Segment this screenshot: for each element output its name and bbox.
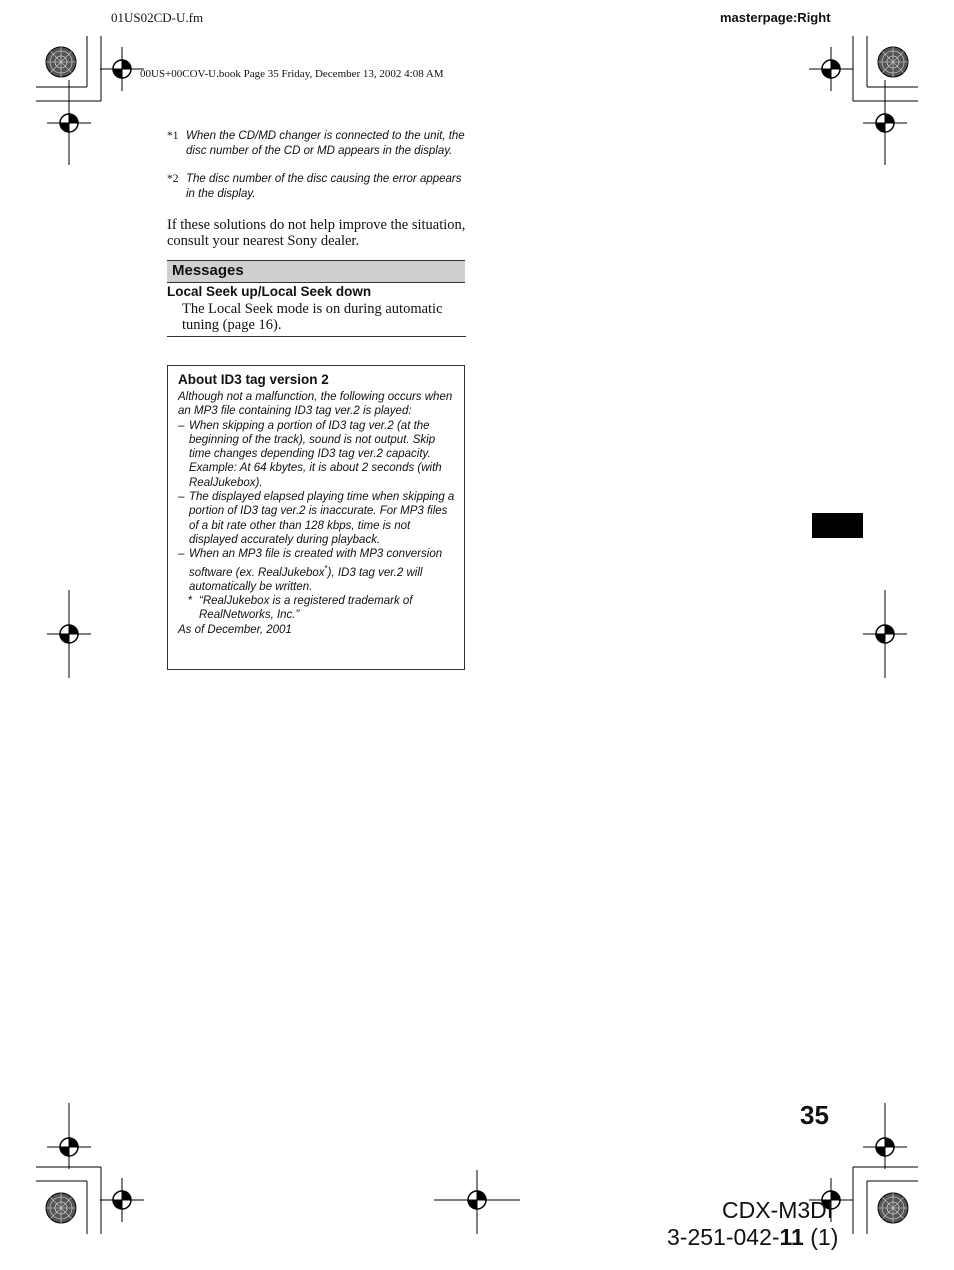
id3-box-body — [178, 390, 460, 637]
message-term: Local Seek up/Local Seek down — [167, 284, 372, 299]
page-number: 35 — [800, 1100, 829, 1130]
id3-example: Example: At 64 kbytes, it is about 2 seconds (with RealJukebox). — [189, 462, 442, 489]
id3-bullet-text: When skipping a portion of ID3 tag ver.2 (at the beginning of the track), sound is not output. Skip time changes depending ID3 tag ver.2 capacity. — [189, 419, 436, 461]
model-name: CDX-M3DI — [722, 1197, 834, 1223]
message-definition: The Local Seek mode is on during automatic tuning (page 16). — [182, 301, 443, 333]
header-filename: 01US02CD-U.fm — [111, 10, 204, 25]
messages-divider — [167, 336, 466, 337]
messages-heading: Messages — [172, 262, 244, 279]
id3-bullet-2 — [178, 490, 460, 547]
id3-bullet-text: The displayed elapsed playing time when skipping a portion of ID3 tag ver.2 is inaccurate. For MP3 files of a bit rate other than 128 kbps, time is not displayed accurately during playback. — [189, 491, 455, 546]
note-star: * — [188, 594, 193, 607]
book-info-line: 00US+00COV-U.book Page 35 Friday, December 13, 2002 4:08 AM — [140, 68, 444, 80]
part-number-bold: 11 — [779, 1224, 804, 1250]
part-number-prefix: 3-251-042- — [667, 1224, 780, 1250]
bullet-dash: – — [178, 548, 185, 561]
part-number-suffix: (1) — [803, 1224, 839, 1250]
messages-heading-bar — [167, 260, 465, 283]
footnote-text: When the CD/MD changer is connected to the unit, the disc number of the CD or MD appears in the display. — [186, 130, 465, 157]
id3-as-of: As of December, 2001 — [178, 623, 292, 636]
id3-bullet-1 — [178, 419, 460, 490]
footnote-marker: *1 — [167, 130, 179, 142]
footnote-2 — [167, 172, 467, 201]
id3-bullet-text-b: ), ID3 tag ver.2 will automatically be written. — [189, 566, 423, 593]
id3-note-text: “RealJukebox is a registered trademark of RealNetworks, Inc.” — [199, 594, 413, 622]
section-tab-marker — [812, 513, 863, 538]
bullet-dash: – — [178, 491, 185, 504]
part-number — [667, 1224, 838, 1251]
footnote-1 — [167, 129, 467, 158]
bullet-dash: – — [178, 419, 185, 432]
id3-bullet-text-a: When an MP3 file is created with MP3 conversion software (ex. RealJukebox — [189, 548, 443, 579]
id3-intro: Although not a malfunction, the following occurs when an MP3 file containing ID3 tag ver.2 is played: — [178, 391, 453, 418]
header-masterpage: masterpage:Right — [720, 10, 831, 25]
trademark-star: * — [324, 563, 328, 573]
id3-bullet-3 — [178, 547, 460, 594]
footnote-text: The disc number of the disc causing the error appears in the display. — [186, 173, 462, 200]
advice-paragraph: If these solutions do not help improve the situation, consult your nearest Sony dealer. — [167, 217, 466, 249]
id3-trademark-note — [178, 594, 460, 623]
footnote-marker: *2 — [167, 173, 179, 185]
id3-box-title: About ID3 tag version 2 — [178, 372, 329, 387]
